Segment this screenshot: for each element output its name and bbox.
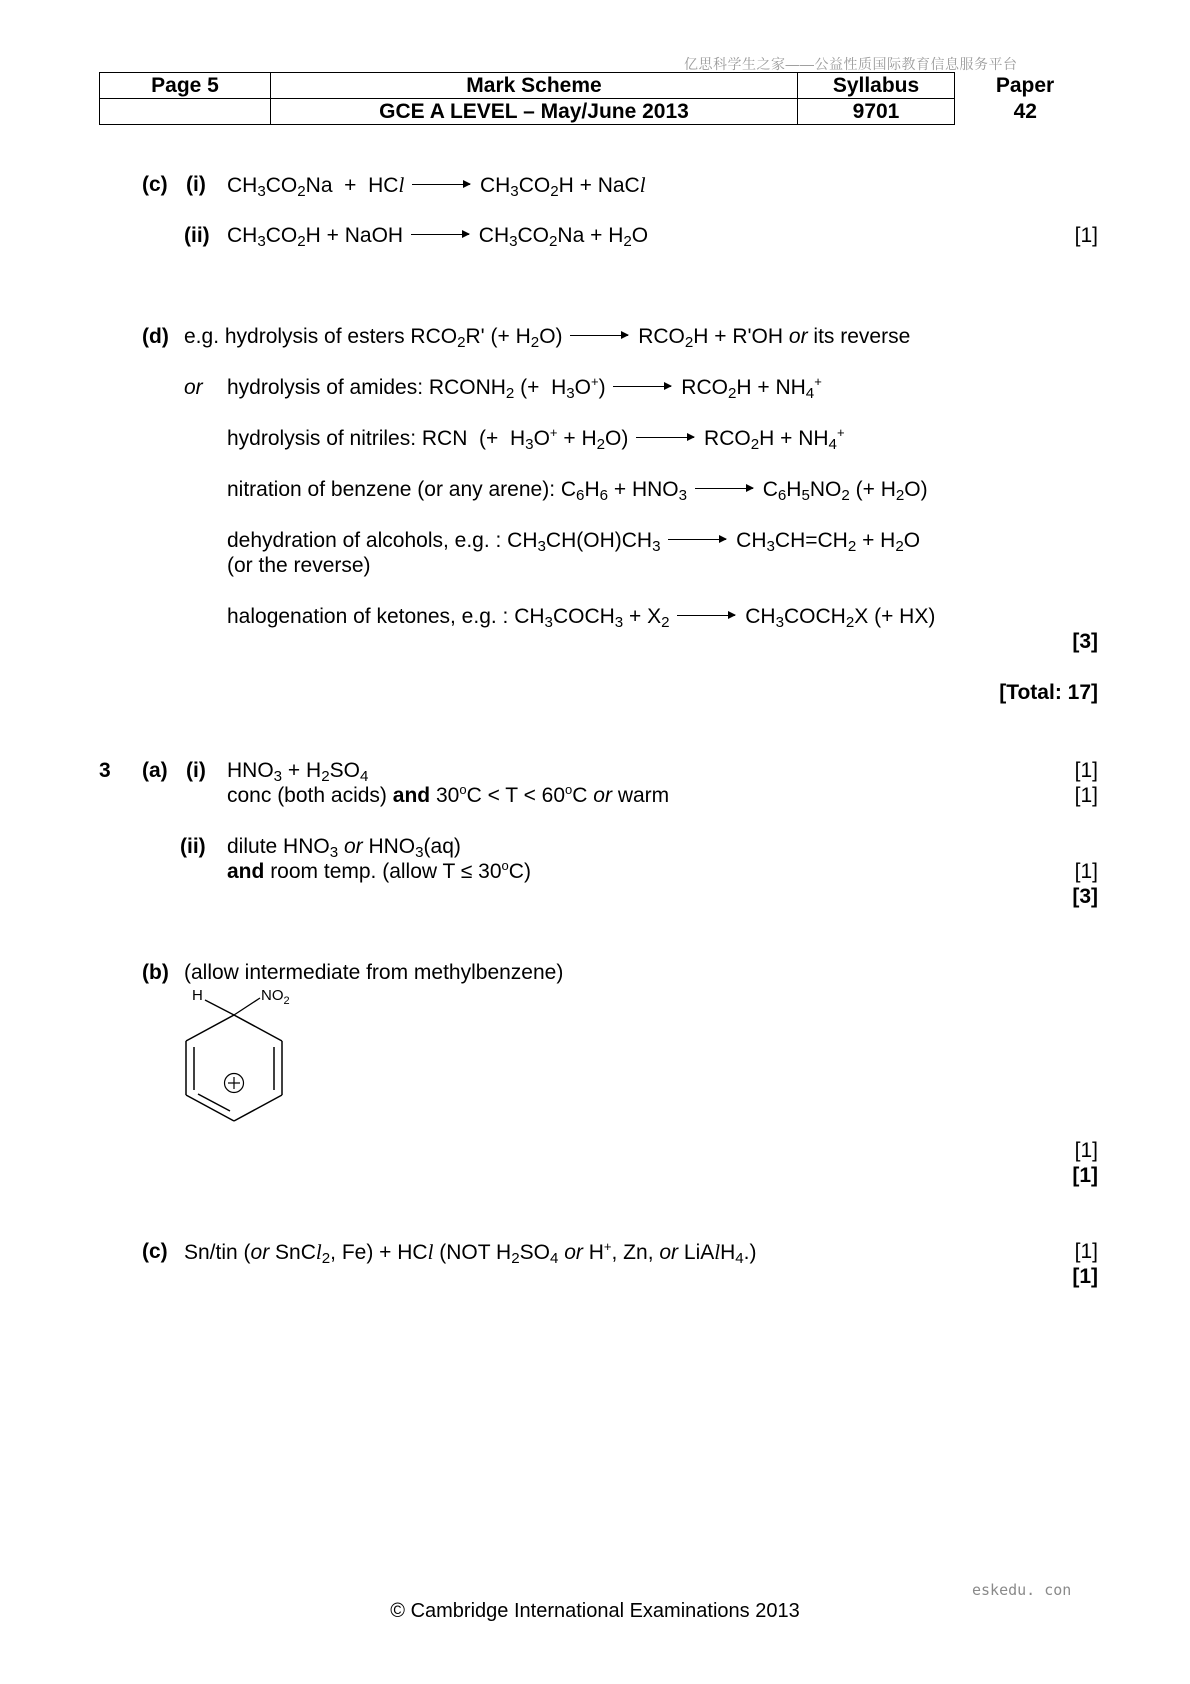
q2d-amides-line: hydrolysis of amides: $RCONH_2$ (+ $H_3O^+$) $RCO_2H + NH_4^+$	[227, 374, 822, 402]
q3c-mark: [1]	[1074, 1240, 1098, 1263]
q3ai-unit: C	[572, 784, 588, 807]
q3aii-dilute: dilute HNO	[227, 835, 330, 858]
arrow-icon	[677, 615, 735, 616]
q3-number: 3	[99, 759, 111, 782]
q3b-label: (b)	[142, 961, 169, 984]
arrow-icon	[412, 184, 470, 185]
q3ai-conc-text: conc (both acids)	[227, 784, 387, 807]
arrow-icon	[570, 335, 628, 336]
header-table	[99, 72, 1096, 125]
q3c-label: (c)	[142, 1240, 168, 1263]
q3ai-label: (i)	[186, 759, 206, 782]
q3c-total: [1]	[1072, 1265, 1098, 1288]
arrow-icon	[613, 386, 671, 387]
q2-total: [Total: 17]	[999, 681, 1098, 704]
q2d-nitriles-line: hydrolysis of nitriles: RCN (+ $H_3O^+ + H_2O$) $RCO_2H + NH_4^+$	[227, 425, 845, 453]
arrow-icon	[411, 234, 469, 235]
q2d-reverse-line: (or the reverse)	[227, 554, 371, 577]
watermark-text: 亿思科学生之家——公益性质国际教育信息服务平台	[684, 56, 1018, 72]
header-paper-label: Paper	[995, 73, 1055, 97]
q2ci-label: (i)	[186, 173, 206, 196]
q3ai-and: and	[392, 784, 431, 807]
q3ai-or: or	[593, 784, 612, 807]
q3aii-conditions: and room temp. (allow $T \le 30^oC$)	[227, 858, 531, 883]
q2cii-equation: $CH_3CO_2H$ + NaOH $CH_3CO_2Na + H_2O$	[227, 224, 649, 250]
plus-charge-icon	[225, 1074, 244, 1093]
eg-text: e.g.	[184, 325, 220, 348]
header-exam: GCE A LEVEL – May/June 2013	[271, 99, 798, 125]
q3a-total: [3]	[1072, 885, 1098, 908]
q2d-nitration-line: nitration of benzene (or any arene): $C_6H_6 + HNO_3$ $C_6H_5NO_2$ (+ $H_2O$)	[227, 478, 928, 504]
q3ai-mark1: [1]	[1074, 759, 1098, 782]
header-syllabus-label: Syllabus	[798, 73, 955, 99]
q3aii-mark: [1]	[1074, 860, 1098, 883]
q2cii-label: (ii)	[184, 224, 210, 247]
header-syllabus-code: 9701	[798, 99, 955, 125]
nitro-group-label: $NO_2$	[261, 987, 290, 1007]
arrow-icon	[668, 539, 726, 540]
q3b-text: (allow intermediate from methylbenzene)	[184, 961, 564, 984]
q2d-mark: [3]	[1072, 630, 1098, 653]
q3ai-mark2: [1]	[1074, 784, 1098, 807]
q3c-text: Sn/tin (or SnCl$_2$, Fe) + HCl (NOT $H_2SO_4$ or H+, Zn, or LiAlH$_4$.)	[184, 1239, 757, 1267]
q3ai-conditions: conc (both acids) and $30^oC < T < 60^oC$ or warm	[227, 782, 670, 807]
q3b-mark: [1]	[1074, 1139, 1098, 1162]
q3b-total: [1]	[1072, 1164, 1098, 1187]
arenium-ion-structure	[170, 980, 310, 1130]
header-blank	[100, 99, 271, 125]
site-watermark: eskedu. con	[972, 1581, 1072, 1599]
q2d-dehydration-line: dehydration of alcohols, e.g. : $CH_3CH(OH)CH_3$ $CH_3CH=CH_2 + H_2O$	[227, 529, 921, 555]
q3ai-reagents: $HNO_3 + H_2SO_4$	[227, 759, 369, 785]
q3aii-label: (ii)	[180, 835, 206, 858]
q2d-or-label: or	[184, 376, 203, 399]
q3ai-warm: warm	[617, 784, 670, 807]
q3ai-range: < T < 60	[487, 784, 566, 807]
arrow-icon	[695, 488, 753, 489]
header-paper-no: 42	[1013, 99, 1037, 123]
q3aii-reagent: dilute $HNO_3$ or $HNO_3(aq)$	[227, 835, 461, 861]
q3aii-or: or	[343, 835, 363, 858]
q3aii-and: and	[227, 860, 265, 883]
q3a-label: (a)	[142, 759, 168, 782]
q2c-label: (c)	[142, 173, 168, 196]
q2d-eg-line: e.g. hydrolysis of esters $RCO_2R'$ (+ $H_2O$) $RCO_2H + R'OH$ or its reverse	[184, 325, 911, 351]
q2ci-equation: $CH_3CO_2Na$ + HCl $CH_3CO_2H$ + NaCl	[227, 173, 646, 200]
arrow-icon	[636, 437, 694, 438]
header-mark-scheme: Mark Scheme	[271, 73, 798, 99]
hydrogen-atom-label: H	[192, 987, 203, 1004]
copyright-footer: © Cambridge International Examinations 2013	[390, 1600, 800, 1622]
q2cii-mark: [1]	[1074, 224, 1098, 247]
q2d-halogenation-line: halogenation of ketones, e.g. : $CH_3COCH_3 + X_2$ $CH_3COCH_2X$ (+ HX)	[227, 605, 936, 631]
header-page: Page 5	[100, 73, 271, 99]
q2d-label: (d)	[142, 325, 169, 348]
q3aii-temp: room temp. (allow T ≤ 30	[270, 860, 502, 883]
